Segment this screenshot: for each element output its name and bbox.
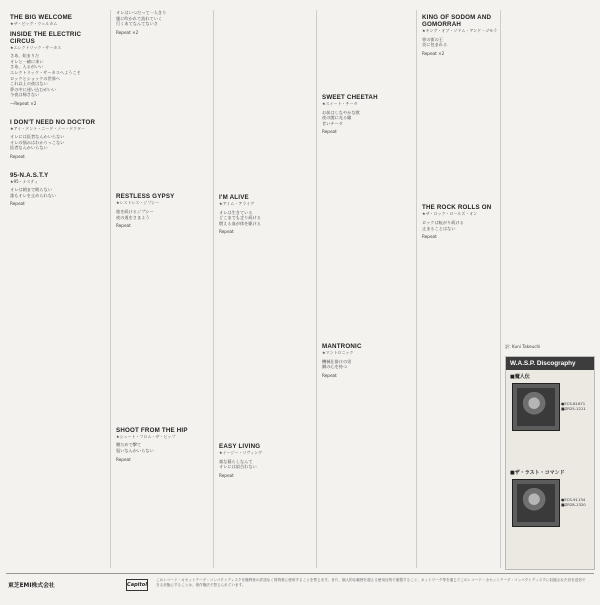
column-divider bbox=[416, 10, 417, 568]
song-subtitle: ★シュート・フロム・ザ・ヒップ bbox=[116, 433, 176, 439]
song-title: 95-N.A.S.T.Y bbox=[10, 171, 49, 179]
catalog-number: ●ECS-91134 bbox=[561, 497, 586, 502]
lyric-line: 誰もオレを止められない bbox=[10, 192, 57, 198]
lyric-line: 燃える血が体を駆ける bbox=[219, 220, 261, 226]
repeat-marker: —Repeat ×2 bbox=[10, 100, 37, 106]
lyric-line: オレの悩みはわかりっこない bbox=[10, 139, 65, 145]
lyric-line: エレクトリック・サーカスへようこそ bbox=[10, 69, 81, 75]
song-title: MANTRONIC bbox=[322, 342, 362, 350]
song-subtitle: ★マントロニック bbox=[322, 349, 354, 355]
lyric-line: 機械仕掛けの男 bbox=[322, 358, 352, 364]
spacer bbox=[219, 239, 311, 439]
song-subtitle: ★エレクトリック・サーカス bbox=[10, 44, 62, 50]
column-divider bbox=[316, 10, 317, 568]
repeat-marker: Repeat bbox=[219, 472, 234, 478]
album-catalog bbox=[561, 401, 586, 412]
repeat-marker: Repeat bbox=[10, 201, 25, 207]
spacer bbox=[322, 10, 414, 90]
catalog-number: ■ZR25-1211 bbox=[561, 406, 586, 412]
lyric-line: 狙いなんかいらない bbox=[116, 447, 154, 453]
repeat-marker: Repeat bbox=[422, 234, 437, 240]
lyric-line: さあ、入るがいい bbox=[10, 64, 44, 70]
discography-panel bbox=[505, 356, 595, 570]
album-cover bbox=[512, 479, 560, 527]
lyric-line: オレには医者なんかいらない bbox=[10, 134, 65, 140]
song-subtitle: ★イージー・リヴィング bbox=[219, 449, 263, 455]
lyric-line: どこまでも走り続ける bbox=[219, 215, 261, 221]
lyric-line: 今夜は帰さない bbox=[10, 92, 40, 98]
album-title: ■ザ・ラスト・コマンド bbox=[510, 470, 565, 476]
spacer bbox=[116, 233, 208, 423]
lyric-line: オレには似合わない bbox=[219, 464, 257, 470]
lyrics-column-3 bbox=[219, 10, 311, 482]
song-subtitle: ★スイート・チータ bbox=[322, 101, 358, 106]
song-title: I'M ALIVE bbox=[219, 194, 249, 201]
lyric-line: オレは生きている bbox=[219, 209, 253, 215]
lyrics-column-2 bbox=[116, 10, 208, 466]
repeat-marker: Repeat ×2 bbox=[116, 29, 139, 35]
lyric-line: 夢の中に迷い込むがいい bbox=[10, 86, 57, 92]
repeat-marker: Repeat ×2 bbox=[422, 50, 445, 56]
song-subtitle: ★キング・オブ・ソドム・アンド・ゴモラ bbox=[422, 28, 498, 33]
song-subtitle: ★ザ・ロック・ロールズ・オン bbox=[422, 211, 478, 217]
repeat-marker: Repeat bbox=[322, 129, 337, 135]
repeat-marker: Repeat bbox=[10, 153, 25, 159]
song-title: SHOOT FROM THE HIP bbox=[116, 426, 188, 434]
song-title: SWEET CHEETAH bbox=[322, 94, 378, 101]
lyric-line: 鋼の心を持つ bbox=[322, 364, 348, 370]
song-title: RESTLESS GYPSY bbox=[116, 193, 175, 201]
lyric-line: オレは朝まで眠らない bbox=[10, 187, 52, 193]
spacer bbox=[10, 111, 102, 115]
spacer bbox=[219, 10, 311, 190]
song-title: INSIDE THE ELECTRIC CIRCUS bbox=[10, 30, 82, 45]
lyric-line: 甘いチータ bbox=[322, 120, 343, 126]
song-subtitle: ★アイム・アライヴ bbox=[219, 201, 255, 206]
spacer bbox=[10, 164, 102, 168]
lyric-line: 炎に包まれる bbox=[422, 42, 448, 48]
repeat-marker: Repeat bbox=[116, 456, 131, 462]
song-title: KING OF SODOM AND GOMORRAH bbox=[422, 14, 492, 28]
song-subtitle: ★アイ・ドント・ニード・ノー・ドクター bbox=[10, 125, 85, 131]
repeat-marker: Repeat bbox=[322, 372, 337, 378]
spacer bbox=[116, 39, 208, 189]
lyric-line: オレはいつだって一人きり bbox=[116, 10, 167, 15]
lyric-line: 止まることはない bbox=[422, 225, 456, 231]
lyrics-column-1 bbox=[10, 10, 102, 211]
spacer bbox=[422, 60, 514, 200]
album-art-image bbox=[517, 484, 555, 522]
lyric-line: 夜の闇に光る瞳 bbox=[322, 115, 352, 121]
catalog-number: ■ZR28-1320 bbox=[561, 502, 586, 508]
lyric-line: 腰だめで撃て bbox=[116, 442, 142, 448]
lyric-line: ロックとショックの世界へ bbox=[10, 75, 61, 81]
lyric-line: ロックは転がり続ける bbox=[422, 219, 464, 225]
album-title: ■魔人伝 bbox=[510, 374, 530, 380]
company-name: 東芝EMI株式会社 bbox=[8, 583, 55, 589]
lyric-line: さあ、始まりだ bbox=[10, 53, 40, 59]
album-cover bbox=[512, 383, 560, 431]
lyrics-column-4 bbox=[322, 10, 414, 382]
lyric-line: お前はしなやかな獣 bbox=[322, 109, 360, 115]
lyrics-column-5 bbox=[422, 10, 514, 244]
song-title: EASY LIVING bbox=[219, 442, 261, 450]
footer bbox=[6, 573, 594, 598]
column-divider bbox=[110, 10, 111, 568]
lyric-line: 楽な暮らしなんて bbox=[219, 458, 253, 464]
catalog-number: ●ECS-81671 bbox=[561, 401, 586, 406]
spacer bbox=[322, 139, 414, 339]
lyric-line: オレと一緒に来い bbox=[10, 58, 44, 64]
legal-notice: このレコード・カセットテープ・コンパクトディスクを権利者の許諾なく賃貸業に使用することを禁じます。また、個人的な範囲を超える使用目的で複製すること、ネットワーク等を通じてこのレコード・カセットテープ・コンパクトディスクに収録された音を送信できる状態にすることは、著作権法で禁じられています。 bbox=[156, 578, 586, 587]
song-subtitle: ★95・ナスティ bbox=[10, 178, 39, 184]
lyric-line: 夜の道をさまよう bbox=[116, 214, 150, 220]
lyric-line: 旅を続けるジプシー bbox=[116, 208, 154, 214]
song-subtitle: ★ザ・ビッグ・ウェルカム bbox=[10, 21, 58, 26]
song-title: THE ROCK ROLLS ON bbox=[422, 204, 492, 212]
lyric-line: 罪の街の王 bbox=[422, 36, 443, 42]
song-subtitle: ★レストレス・ジプシー bbox=[116, 200, 160, 206]
repeat-marker: Repeat bbox=[219, 229, 234, 235]
repeat-marker: Repeat bbox=[116, 223, 131, 229]
album-catalog bbox=[561, 497, 586, 508]
lyric-line: これ以上の夜はない bbox=[10, 81, 48, 87]
song-title: I DON'T NEED NO DOCTOR bbox=[10, 118, 96, 126]
lyric-line: 行くあてなんてないさ bbox=[116, 21, 158, 27]
discography-header: W.A.S.P. Discography bbox=[506, 357, 594, 370]
column-divider bbox=[213, 10, 214, 568]
lyric-line: 医者なんかいらない bbox=[10, 145, 48, 151]
song-title: THE BIG WELCOME bbox=[10, 14, 73, 21]
album-art-image bbox=[517, 388, 555, 426]
capitol-logo: Capitol bbox=[126, 579, 148, 591]
lyric-line: 風に吹かれて流れていく bbox=[116, 15, 163, 21]
translation-credit: 訳: Kuni Takeuchi bbox=[505, 344, 541, 349]
